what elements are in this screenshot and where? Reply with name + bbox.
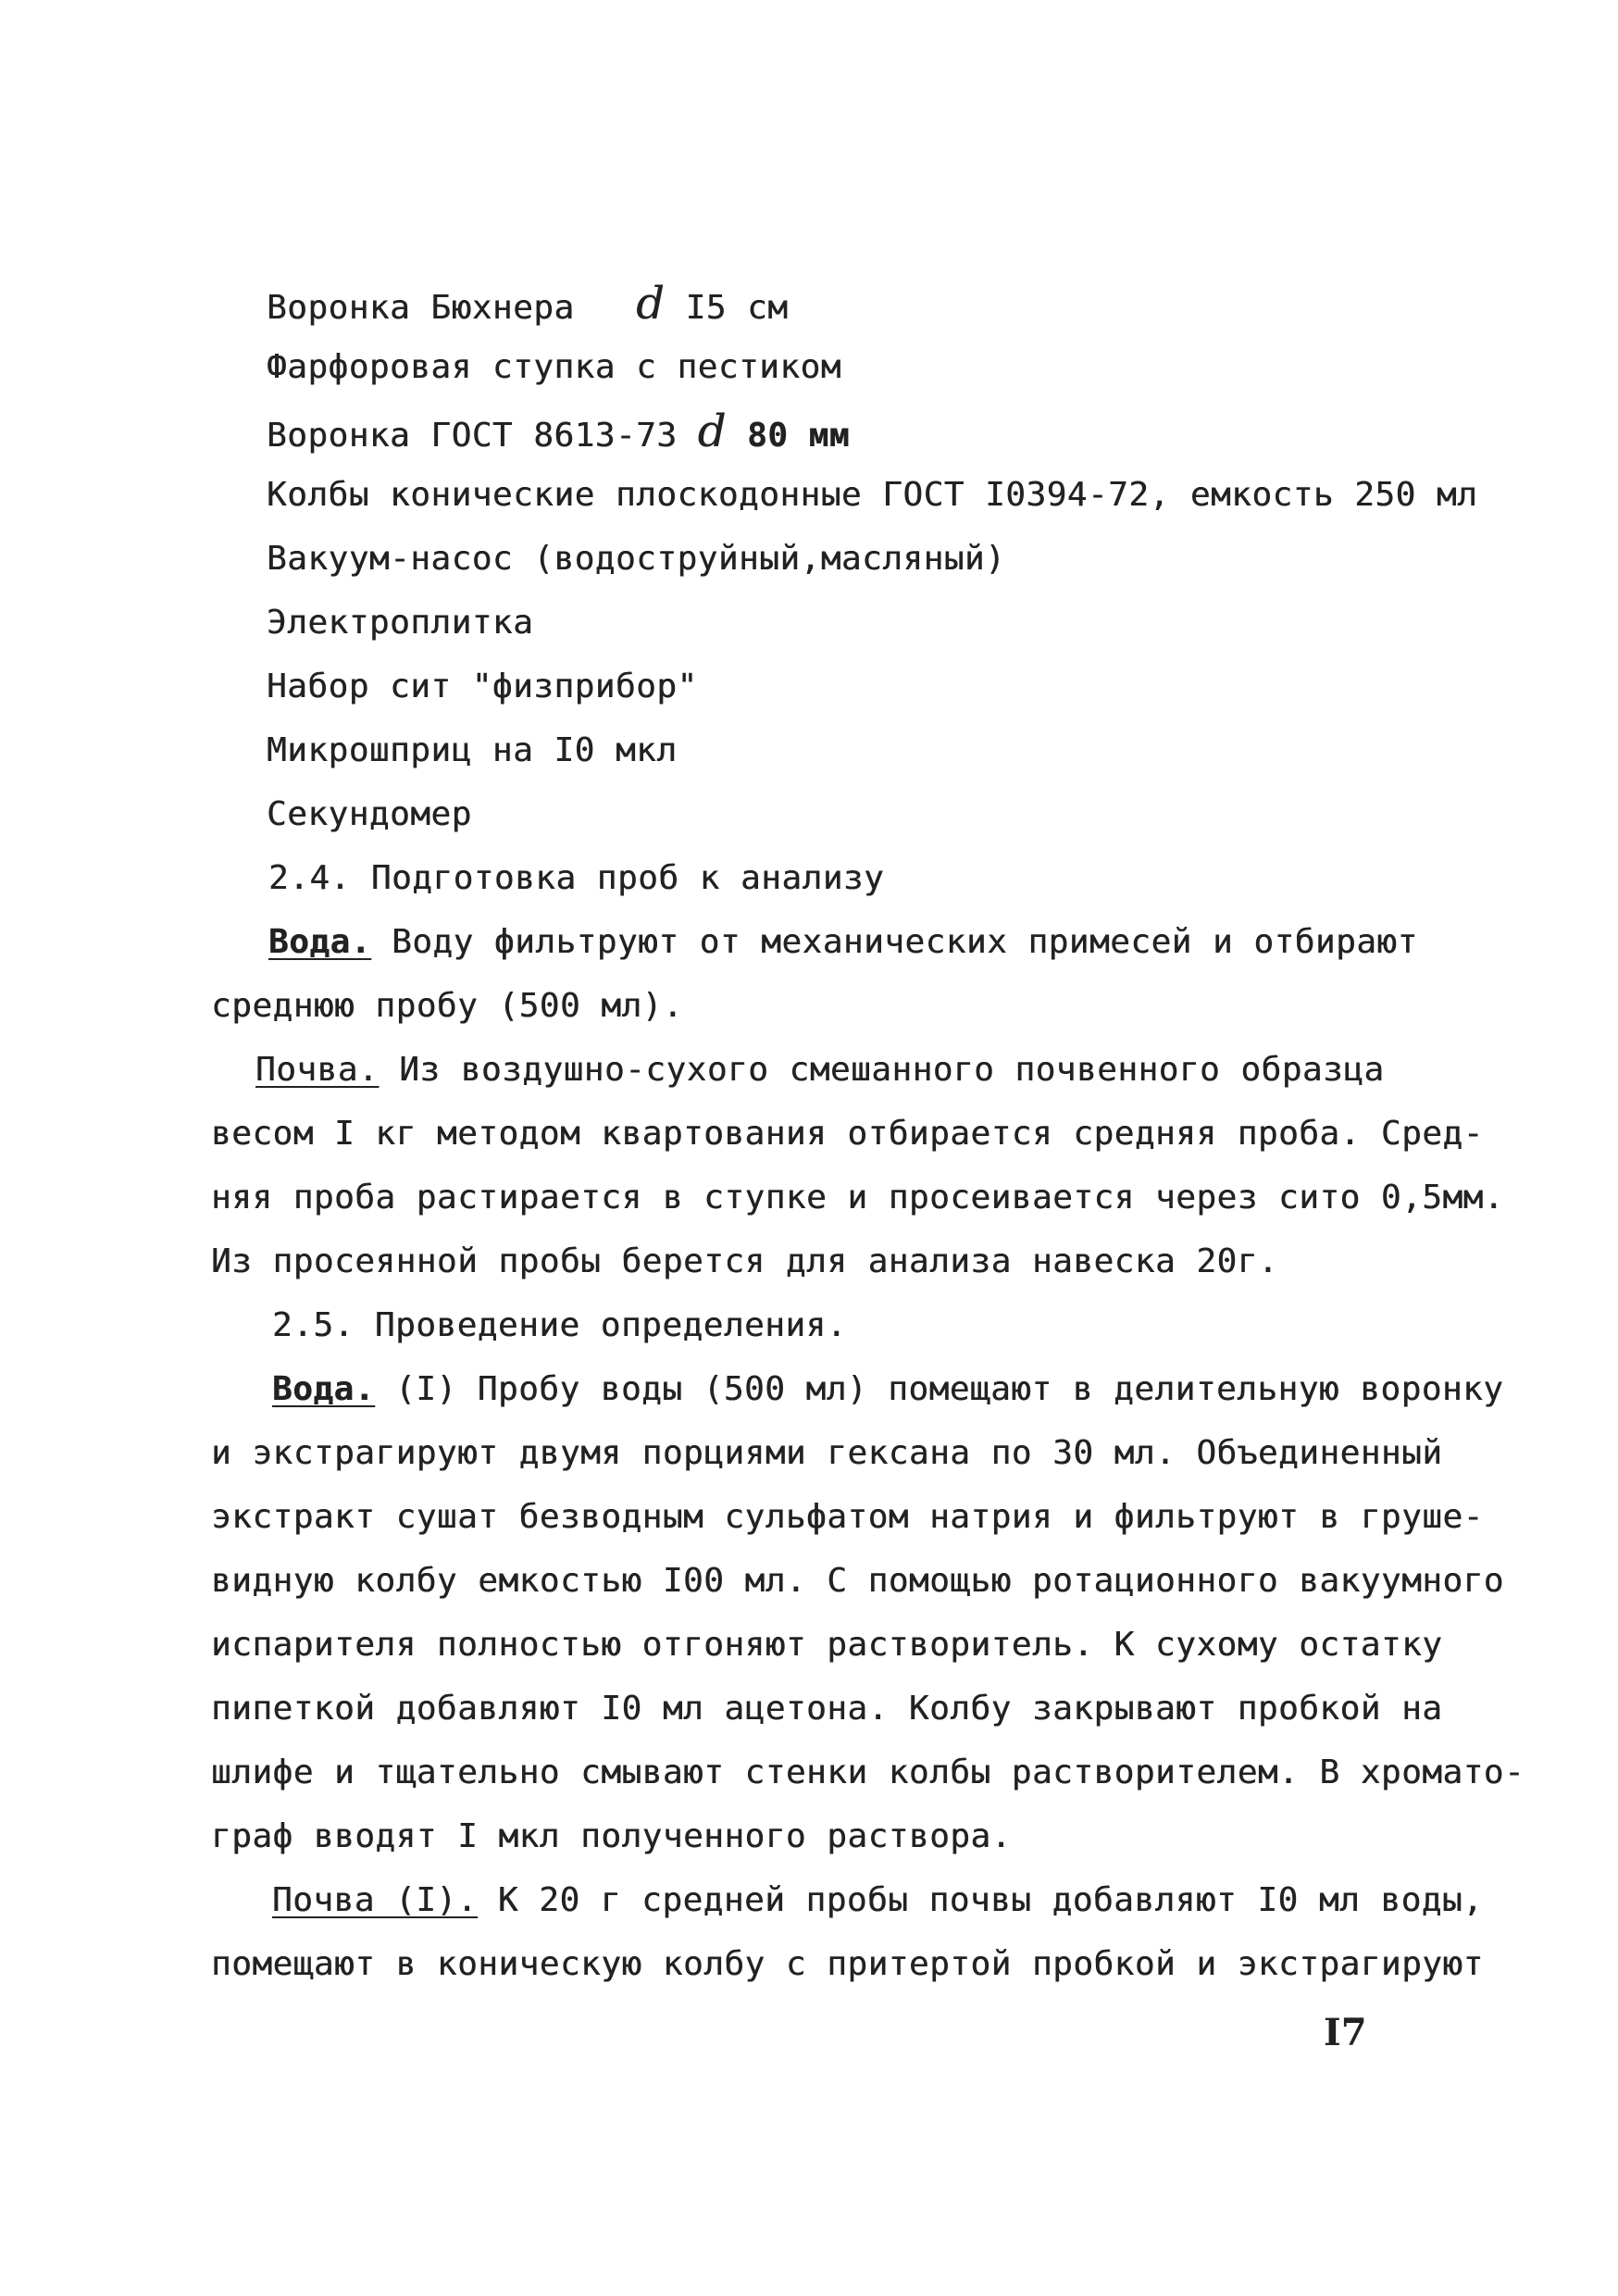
- sec25-water-line-5: испарителя полностью отгоняют растворитель. К сухому остатку: [211, 1626, 1443, 1664]
- sec25-water-line-7: шлифе и тщательно смывают стенки колбы растворителем. В хромато-: [211, 1753, 1525, 1791]
- section-2-5-heading: 2.5. Проведение определения.: [272, 1306, 847, 1344]
- sec24-soil-text-1: Из воздушно-сухого смешанного почвенного образца: [379, 1051, 1385, 1089]
- section-2-4-heading: 2.4. Подготовка проб к анализу: [268, 859, 885, 897]
- sec24-soil-line-1: [255, 1050, 1385, 1091]
- water-label: Вода.: [272, 1370, 375, 1408]
- sec25-water-line-6: пипеткой добавляют I0 мл ацетона. Колбу закрывают пробкой на: [211, 1690, 1443, 1728]
- sec25-soil-line-1: [272, 1880, 1483, 1921]
- diameter-symbol: d: [697, 406, 727, 457]
- soil-label: Почва (I).: [272, 1881, 478, 1919]
- equipment-sieves: Набор сит "физприбор": [267, 668, 698, 705]
- diameter-symbol: d: [636, 278, 666, 330]
- equipment-funnel-text: Воронка ГОСТ 8613-73: [267, 417, 678, 455]
- equipment-funnel-size: 80 мм: [747, 417, 850, 455]
- page-number: I7: [1324, 2011, 1367, 2054]
- sec24-soil-line-4: Из просеянной пробы берется для анализа навеска 20г.: [211, 1242, 1279, 1280]
- equipment-flasks: Колбы конические плоскодонные ГОСТ I0394-72, емкость 250 мл: [267, 476, 1478, 514]
- sec24-soil-line-3: няя проба растирается в ступке и просеивается через сито 0,5мм.: [211, 1179, 1504, 1217]
- sec24-water-text-1: Воду фильтруют от механических примесей и отбирают: [370, 923, 1418, 961]
- equipment-mortar: Фарфоровая ступка с пестиком: [267, 348, 841, 386]
- equipment-funnel: [267, 406, 850, 457]
- equipment-syringe: Микрошприц на I0 мкл: [267, 731, 678, 769]
- sec24-water-line-1: [268, 922, 1418, 963]
- sec24-water-line-2: среднюю пробу (500 мл).: [211, 987, 683, 1025]
- sec25-water-line-3: экстракт сушат безводным сульфатом натрия и фильтруют в груше-: [211, 1498, 1484, 1536]
- equipment-hotplate: Электроплитка: [267, 604, 534, 642]
- equipment-stopwatch: Секундомер: [267, 795, 472, 833]
- water-label: Вода.: [268, 923, 371, 961]
- sec25-water-line-2: и экстрагируют двумя порциями гексана по 30 мл. Объединенный: [211, 1434, 1443, 1472]
- sec25-soil-line-2: помещают в коническую колбу с притертой пробкой и экстрагируют: [211, 1945, 1484, 1983]
- sec25-soil-text-1: К 20 г средней пробы почвы добавляют I0 мл воды,: [477, 1881, 1484, 1919]
- equipment-pump: Вакуум-насос (водоструйный,масляный): [267, 540, 1006, 578]
- equipment-buchner-size: I5 см: [685, 289, 789, 327]
- equipment-buchner: [267, 278, 789, 330]
- soil-label: Почва.: [255, 1051, 380, 1089]
- equipment-buchner-text: Воронка Бюхнера: [267, 289, 575, 327]
- sec25-water-text-1: (I) Пробу воды (500 мл) помещают в делительную воронку: [374, 1370, 1504, 1408]
- sec25-water-line-8: граф вводят I мкл полученного раствора.: [211, 1817, 1012, 1855]
- sec25-water-line-4: видную колбу емкостью I00 мл. С помощью ротационного вакуумного: [211, 1562, 1504, 1600]
- sec24-soil-line-2: весом I кг методом квартования отбирается средняя проба. Сред-: [211, 1115, 1484, 1153]
- sec25-water-line-1: [272, 1369, 1503, 1410]
